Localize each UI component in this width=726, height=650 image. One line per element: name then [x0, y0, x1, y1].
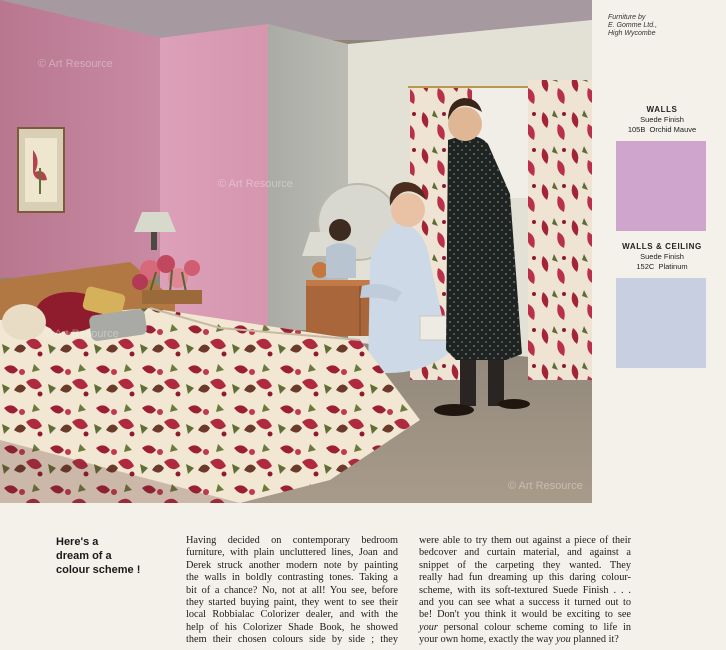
body-line: help of his Colorizer Shade Book, he showed — [186, 621, 398, 633]
watermark-text: © Art Resource — [508, 480, 583, 492]
body-line: Having decided on contemporary bedroom — [186, 535, 398, 546]
body-line: and you can see what a success it turned out to — [419, 597, 631, 609]
body-line: bedcover and curtain material, and against a — [419, 547, 631, 559]
body-line: them their chosen colours side by side ; they — [186, 634, 398, 646]
walls-code: 105B Orchid Mauve — [627, 125, 697, 134]
ceiling-code: 152C Platinum — [636, 262, 688, 271]
headline — [56, 535, 176, 577]
credit-line: E. Gomme Ltd., — [608, 22, 658, 29]
body-text: planned it? — [570, 634, 619, 646]
orchid-mauve-swatch — [616, 141, 706, 231]
body-line: local Robbialac Colorizer dealer, and with the — [186, 609, 398, 621]
body-text: personal colour scheme coming to life in — [437, 621, 631, 633]
watermark-text: © Art Resource — [218, 178, 293, 190]
walls-spec — [598, 104, 726, 135]
platinum-swatch — [616, 278, 706, 368]
body-line: really had fun dreaming up this daring colour- — [419, 572, 631, 584]
body-line: bit of a chance? No, not at all! You see, before — [186, 584, 398, 596]
italic-word: your — [419, 621, 438, 633]
body-line: Derek struck another modern note by painting — [186, 559, 398, 571]
headline-line: dream of a — [56, 550, 112, 562]
body-line: scheme, with its soft-textured Suede Finish . . . — [419, 584, 631, 596]
body-line: the walls in boldly contrasting tones. Taking a — [186, 572, 398, 584]
headline-line: colour scheme ! — [56, 564, 141, 576]
body-line: they started buying paint, they went to see their — [186, 597, 398, 609]
body-line: snippet of the carpeting they wanted. They — [419, 559, 631, 571]
ceiling-heading: WALLS & CEILING — [622, 242, 702, 251]
watermark-text: © Art Resource — [44, 328, 119, 340]
body-line — [419, 622, 631, 634]
ceiling-finish: Suede Finish — [640, 252, 684, 261]
credit-line: High Wycombe — [608, 30, 656, 37]
body-line — [419, 634, 631, 646]
body-column-2 — [419, 535, 631, 647]
body-line: furniture, with plain uncluttered lines, Joan and — [186, 547, 398, 559]
walls-finish: Suede Finish — [640, 115, 684, 124]
walls-heading: WALLS — [646, 105, 678, 114]
body-line: be! Don't you think it would be exciting to see — [419, 609, 631, 621]
ceiling-spec — [598, 241, 726, 272]
body-column-1 — [186, 535, 398, 647]
body-line: were able to try them out against a piece of their — [419, 535, 631, 546]
italic-word: you — [555, 634, 571, 646]
furniture-credit — [608, 14, 718, 38]
watermark-text: © Art Resource — [38, 58, 113, 70]
credit-line: Furniture by — [608, 14, 646, 21]
headline-line: Here's a — [56, 536, 99, 548]
body-text: your own home, exactly the way — [419, 634, 556, 646]
